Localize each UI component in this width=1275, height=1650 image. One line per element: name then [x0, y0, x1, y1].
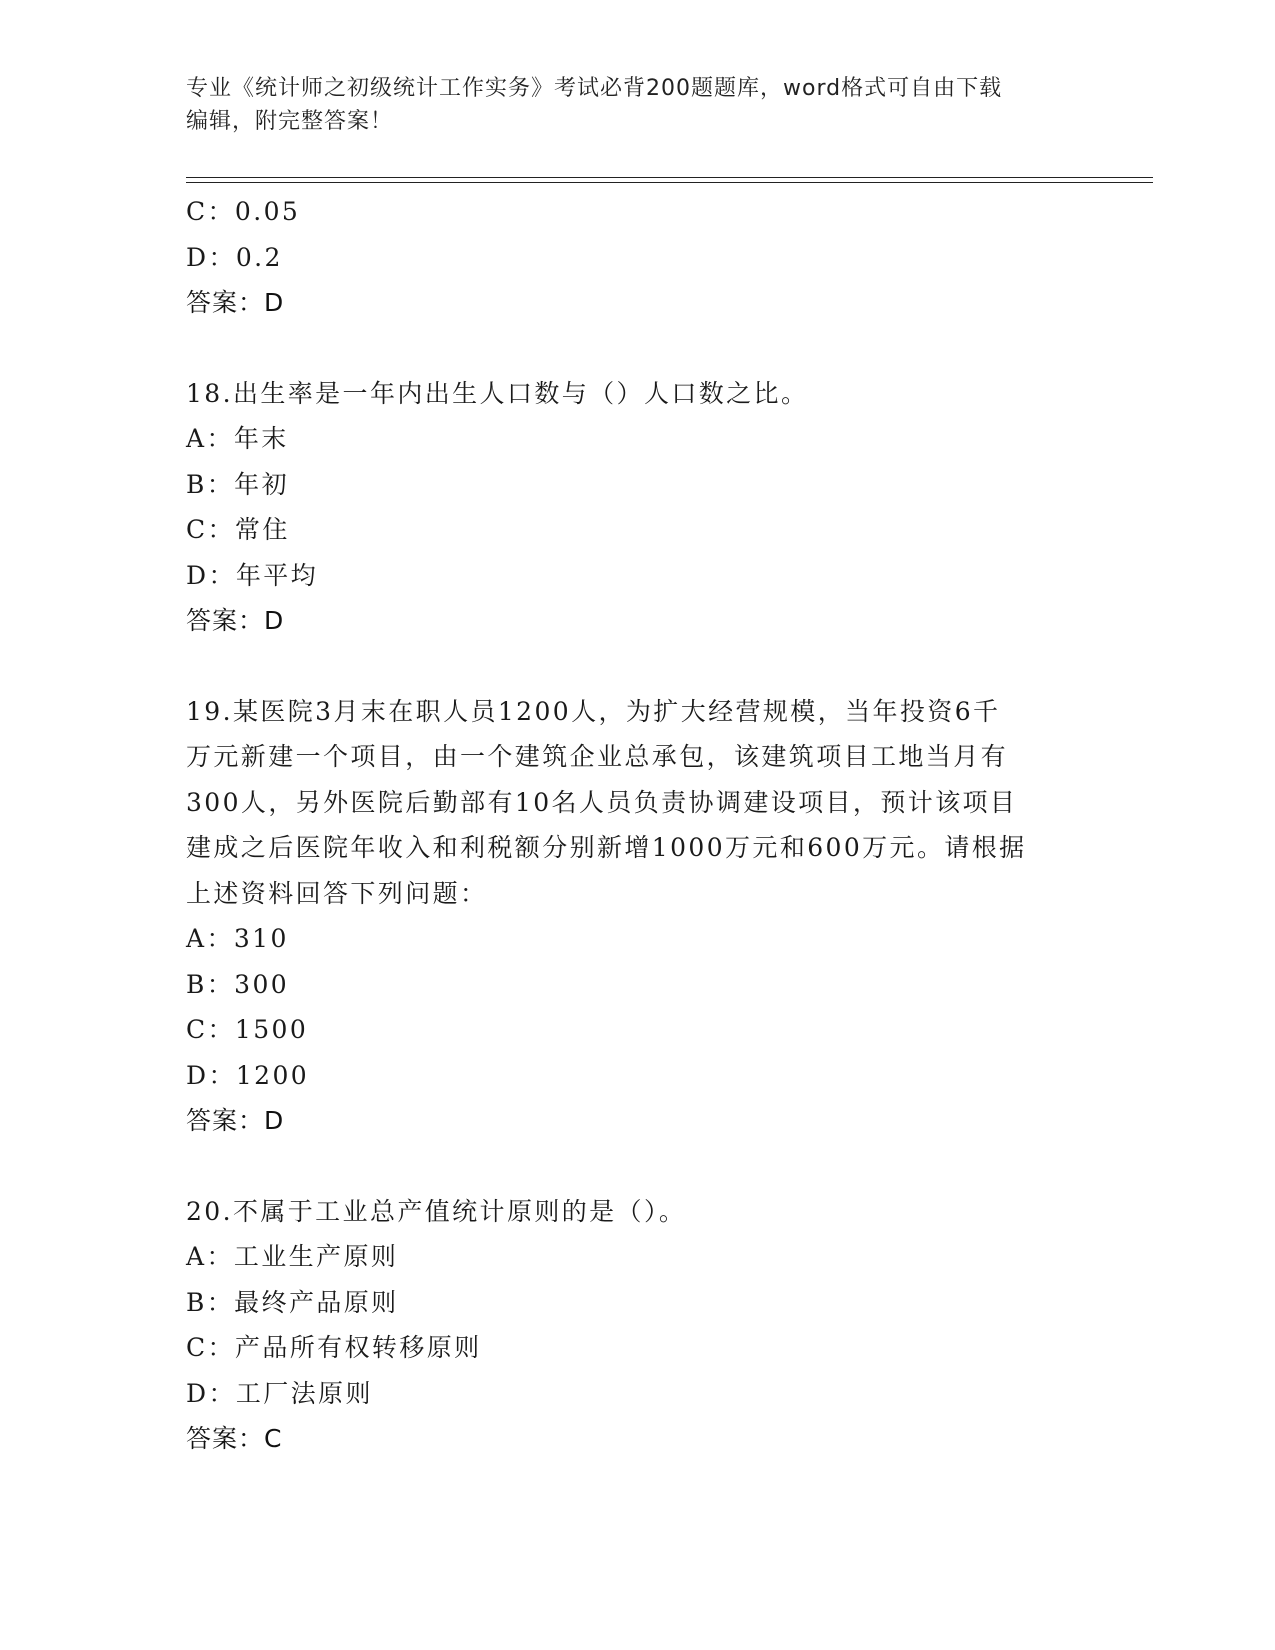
question-stem-line-1: 19.某医院3月末在职人员1200人，为扩大经营规模，当年投资6千 — [186, 696, 1001, 726]
question-stem-line-2: 万元新建一个项目，由一个建筑企业总承包，该建筑项目工地当月有 — [186, 742, 1009, 771]
option-d: D：工厂法原则 — [186, 1378, 373, 1408]
option-b: B：年初 — [186, 469, 289, 499]
option-b: B：300 — [186, 969, 290, 999]
question-20 — [186, 1189, 1086, 1462]
option-a: A：工业生产原则 — [186, 1242, 399, 1271]
option-c: C：0.05 — [186, 197, 301, 226]
option-d: D：年平均 — [186, 560, 319, 590]
question-19 — [186, 689, 1086, 1144]
question-stem-line-5: 上述资料回答下列问题： — [186, 878, 488, 908]
question-stem-line-3: 300人，另外医院后勤部有10名人员负责协调建设项目，预计该项目 — [186, 787, 1018, 817]
document-header — [186, 72, 1086, 138]
answer: 答案：D — [186, 288, 285, 317]
document-body — [186, 189, 1086, 1462]
answer: 答案：D — [186, 1106, 285, 1135]
header-divider-top — [186, 177, 1153, 178]
answer: 答案：D — [186, 606, 285, 635]
option-c: C：产品所有权转移原则 — [186, 1333, 482, 1362]
header-title-line-1: 专业《统计师之初级统计工作实务》考试必背200题题库，word格式可自由下载 — [186, 76, 1003, 101]
header-divider-bottom — [186, 182, 1153, 183]
option-c: C：常住 — [186, 515, 290, 544]
option-a: A：年末 — [186, 424, 289, 453]
option-c: C：1500 — [186, 1015, 309, 1044]
question-stem: 18.出生率是一年内出生人口数与（）人口数之比。 — [186, 378, 809, 408]
option-a: A：310 — [186, 924, 289, 953]
question-stem-line-4: 建成之后医院年收入和利税额分别新增1000万元和600万元。请根据 — [186, 833, 1027, 862]
option-d: D：1200 — [186, 1060, 310, 1090]
answer: 答案：C — [186, 1424, 283, 1453]
question-stem: 20.不属于工业总产值统计原则的是（）。 — [186, 1196, 687, 1226]
header-title-line-2: 编辑，附完整答案！ — [186, 109, 394, 134]
question-18 — [186, 371, 1086, 644]
option-d: D：0.2 — [186, 242, 283, 272]
question-17-tail — [186, 189, 1086, 326]
option-b: B：最终产品原则 — [186, 1287, 399, 1317]
